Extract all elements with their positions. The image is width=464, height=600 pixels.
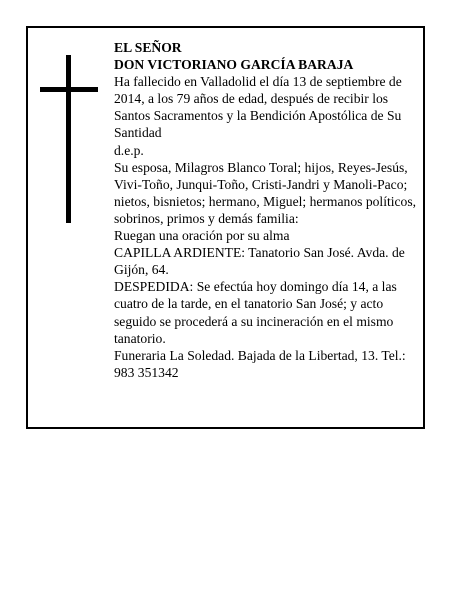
rip-abbreviation: d.e.p.	[114, 142, 144, 158]
cross-icon	[40, 55, 98, 223]
prayer-request: Ruegan una oración por su alma	[114, 228, 290, 244]
obituary-text	[114, 39, 420, 381]
death-announcement: Ha fallecido en Valladolid el día 13 de septiembre de 2014, a los 79 años de edad, después de recibir los Santos Sacramentos y la Bendición Apostólica de Su Santidad	[114, 74, 402, 141]
chapel-info: CAPILLA ARDIENTE: Tanatorio San José. Avda. de Gijón, 64.	[114, 245, 405, 278]
obituary-notice-frame	[26, 26, 425, 429]
heading-title: EL SEÑOR	[114, 40, 182, 55]
cross-horizontal-bar	[40, 87, 98, 92]
cross-vertical-bar	[66, 55, 71, 223]
farewell-info: DESPEDIDA: Se efectúa hoy domingo día 14, a las cuatro de la tarde, en el tanatorio San José; y acto seguido se procederá a su incineración en el mismo tanatorio.	[114, 279, 397, 346]
deceased-name: DON VICTORIANO GARCÍA BARAJA	[114, 57, 354, 73]
family-list: Su esposa, Milagros Blanco Toral; hijos, Reyes-Jesús, Vivi-Toño, Junqui-Toño, Cristi-Jandri y Manoli-Paco; nietos, bisnietos; hermano, Miguel; hermanos políticos, sobrinos, primos y demás familia:	[114, 159, 417, 226]
funeral-home-info: Funeraria La Soledad. Bajada de la Libertad, 13. Tel.: 983 351342	[114, 347, 406, 380]
